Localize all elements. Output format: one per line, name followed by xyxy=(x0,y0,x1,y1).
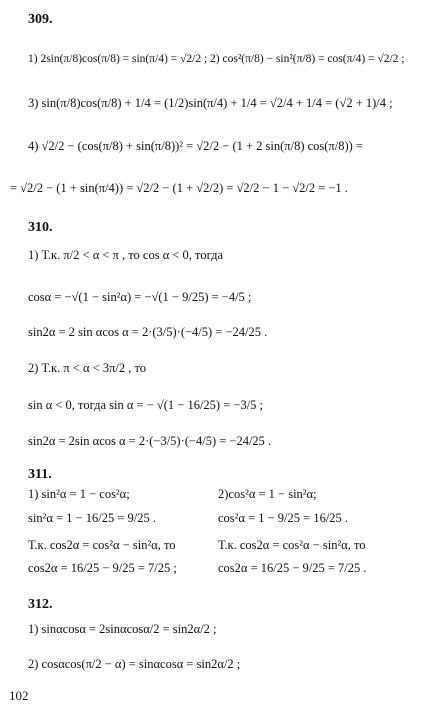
problem-309-line-3: 3) sin(π/8)cos(π/8) + 1/4 = (1/2)sin(π/4) + 1/4 = √2/4 + 1/4 = (√2 + 1)/4 ; xyxy=(28,96,393,110)
problem-309-line-1: 1) 2sin(π/8)cos(π/8) = sin(π/4) = √2/2 ; 2) cos²(π/8) − sin²(π/8) = cos(π/4) = √2/2 ; xyxy=(28,53,405,65)
problem-312-line-2: 2) cosαcos(π/2 − α) = sinαcosα = sin2α/2 ; xyxy=(28,657,241,671)
problem-311-left-line-2: sin²α = 1 − 16/25 = 9/25 . xyxy=(28,511,156,525)
problem-311-left-line-1: 1) sin²α = 1 − cos²α; xyxy=(28,487,130,501)
page-number: 102 xyxy=(9,688,29,703)
problem-310-line-2: cosα = −√(1 − sin²α) = −√(1 − 9/25) = −4/5 ; xyxy=(28,290,252,304)
problem-310-line-4: 2) Т.к. π < α < 3π/2 , то xyxy=(28,361,147,375)
problem-311-right-line-1: 2)cos²α = 1 − sin²α; xyxy=(218,487,317,501)
problem-number-309: 309. xyxy=(28,12,53,27)
problem-310-line-5: sin α < 0, тогда sin α = − √(1 − 16/25) = −3/5 ; xyxy=(28,398,264,412)
problem-311-right-line-3: Т.к. cos2α = cos²α − sin²α, то xyxy=(218,538,366,552)
problem-309-line-4: 4) √2/2 − (cos(π/8) + sin(π/8))² = √2/2 − (1 + 2 sin(π/8) cos(π/8)) = xyxy=(28,139,363,153)
problem-310-line-3: sin2α = 2 sin αcos α = 2·(3/5)·(−4/5) = −24/25 . xyxy=(28,325,268,339)
problem-310-line-6: sin2α = 2sin αcos α = 2·(−3/5)·(−4/5) = −24/25 . xyxy=(28,434,272,448)
problem-309-line-5: = √2/2 − (1 + sin(π/4)) = √2/2 − (1 + √2/2) = √2/2 − 1 − √2/2 = −1 . xyxy=(10,181,348,195)
problem-312-line-1: 1) sinαcosα = 2sinαcosα/2 = sin2α/2 ; xyxy=(28,622,217,636)
problem-311-right-line-4: cos2α = 16/25 − 9/25 = 7/25 . xyxy=(218,561,367,575)
problem-311-right-line-2: cos²α = 1 − 9/25 = 16/25 . xyxy=(218,511,349,525)
problem-310-line-1: 1) Т.к. π/2 < α < π , то cos α < 0, тогда xyxy=(28,248,224,262)
problem-number-311: 311. xyxy=(28,467,52,482)
problem-number-312: 312. xyxy=(28,597,53,612)
problem-311-left-line-4: cos2α = 16/25 − 9/25 = 7/25 ; xyxy=(28,561,177,575)
problem-311-left-line-3: Т.к. cos2α = cos²α − sin²α, то xyxy=(28,538,176,552)
problem-number-310: 310. xyxy=(28,220,53,235)
